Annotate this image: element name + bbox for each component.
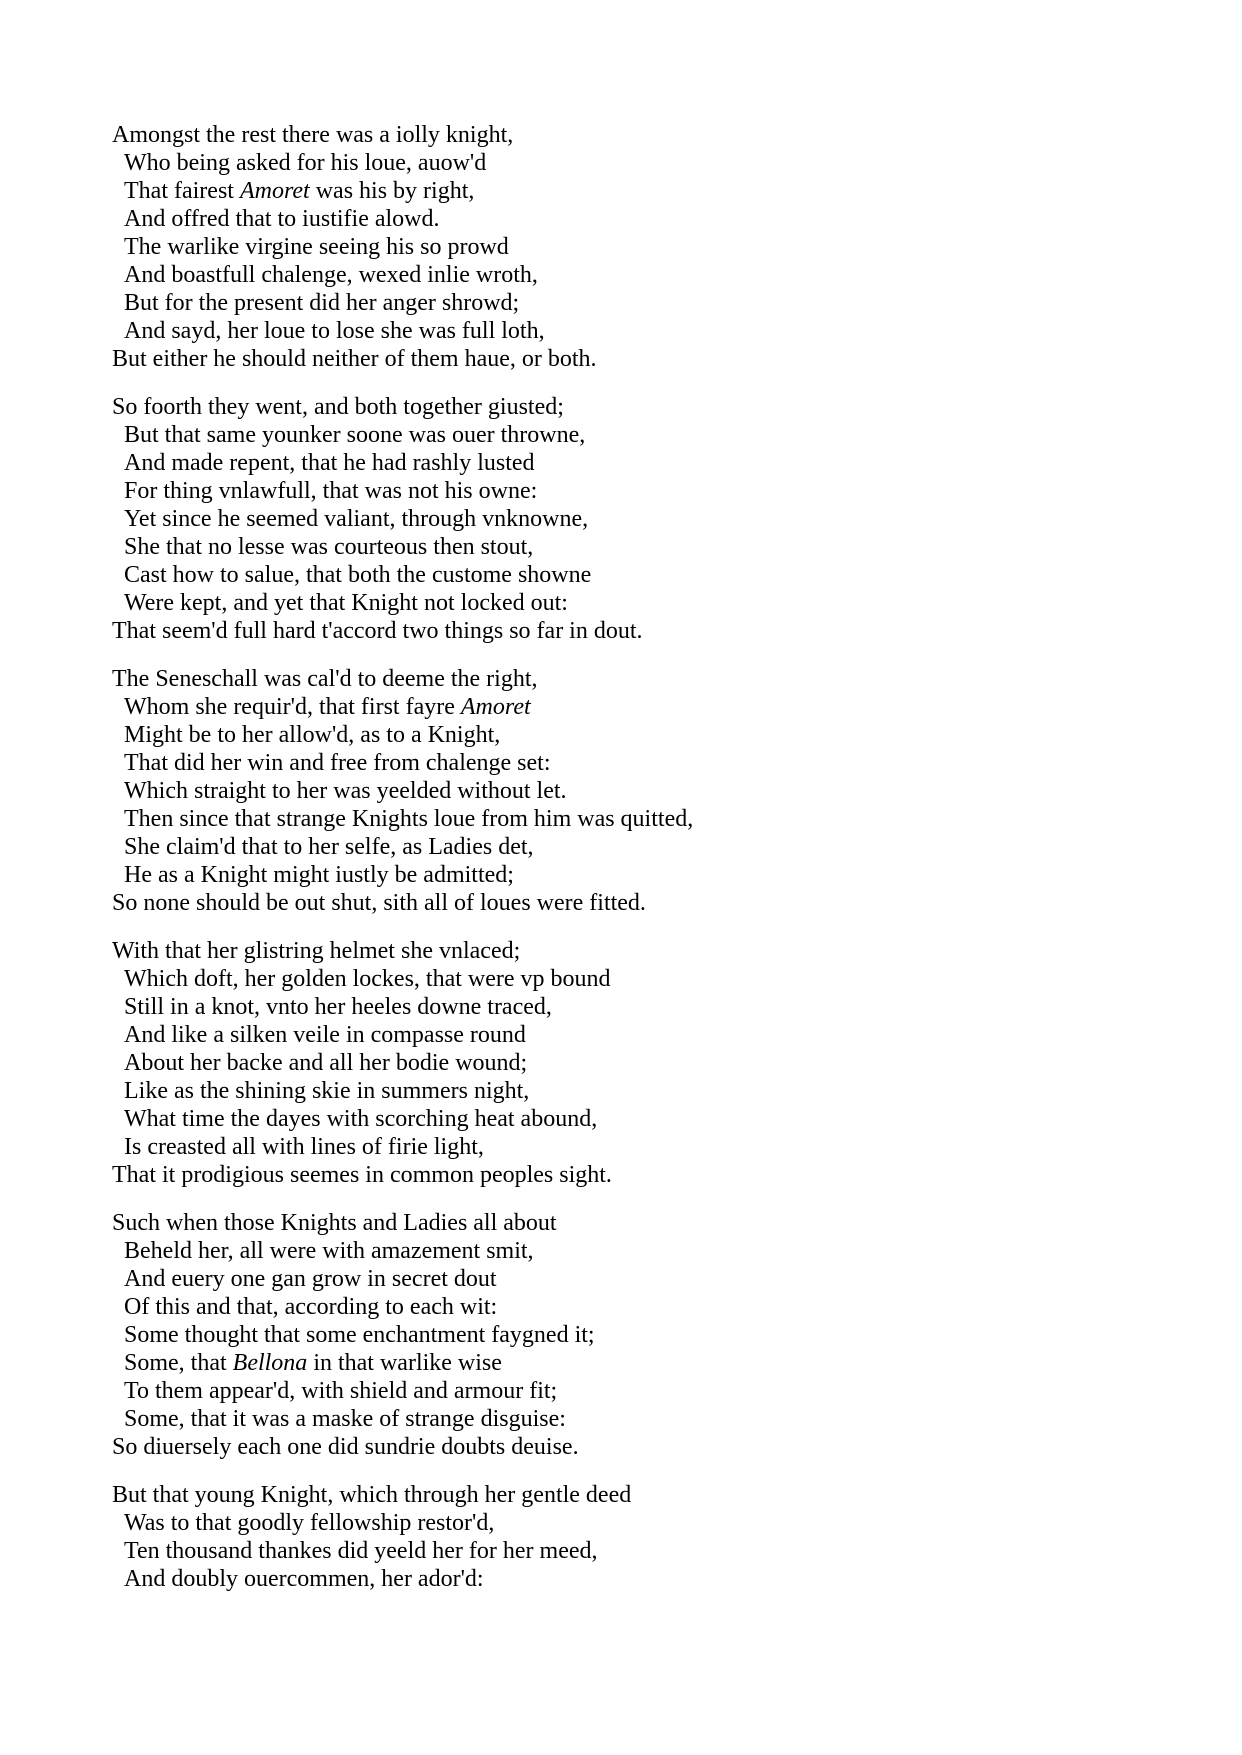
stanza: [112, 1209, 1162, 1461]
verse-text: Whom she requir'd, that first fayre: [124, 694, 461, 720]
verse-line: Then since that strange Knights loue from him was quitted,: [124, 806, 694, 832]
verse-line: About her backe and all her bodie wound;: [124, 1050, 528, 1076]
verse-line: And euery one gan grow in secret dout: [124, 1266, 497, 1292]
verse-line: So foorth they went, and both together giusted;: [112, 394, 564, 420]
verse-line: And sayd, her loue to lose she was full loth,: [124, 318, 545, 344]
verse-line: Some, that it was a maske of strange disguise:: [124, 1406, 566, 1432]
verse-line: That did her win and free from chalenge set:: [124, 750, 551, 776]
verse-line: Amongst the rest there was a iolly knight,: [112, 122, 514, 148]
verse-line: [112, 1349, 1162, 1377]
verse-line: What time the dayes with scorching heat abound,: [124, 1106, 598, 1132]
verse-text: in that warlike wise: [307, 1350, 502, 1376]
verse-line: Of this and that, according to each wit:: [124, 1294, 498, 1320]
stanza: [112, 393, 1162, 645]
verse-italic-name: Amoret: [239, 178, 310, 204]
verse-line: Some thought that some enchantment faygned it;: [124, 1322, 595, 1348]
verse-line: And offred that to iustifie alowd.: [124, 206, 440, 232]
verse-text: was his by right,: [309, 178, 475, 204]
verse-line: Such when those Knights and Ladies all about: [112, 1210, 557, 1236]
verse-line: And like a silken veile in compasse round: [124, 1022, 526, 1048]
verse-line: And doubly ouercommen, her ador'd:: [124, 1566, 484, 1592]
verse-line: Which straight to her was yeelded without let.: [124, 778, 567, 804]
verse-line: And made repent, that he had rashly lusted: [124, 450, 535, 476]
verse-line: He as a Knight might iustly be admitted;: [124, 862, 514, 888]
verse-line: Who being asked for his loue, auow'd: [124, 150, 487, 176]
verse-line: Beheld her, all were with amazement smit,: [124, 1238, 534, 1264]
verse-line: Yet since he seemed valiant, through vnknowne,: [124, 506, 589, 532]
verse-line: She that no lesse was courteous then stout,: [124, 534, 534, 560]
verse-line: Was to that goodly fellowship restor'd,: [124, 1510, 495, 1536]
verse-line: Were kept, and yet that Knight not locked out:: [124, 590, 568, 616]
verse-line: But either he should neither of them haue, or both.: [112, 346, 597, 372]
stanza: [112, 121, 1162, 373]
verse-line: Like as the shining skie in summers night,: [124, 1078, 530, 1104]
verse-line: But that young Knight, which through her gentle deed: [112, 1482, 632, 1508]
verse-line: The Seneschall was cal'd to deeme the right,: [112, 666, 538, 692]
verse-italic-name: Bellona: [232, 1350, 308, 1376]
verse-line: So none should be out shut, sith all of loues were fitted.: [112, 890, 646, 916]
verse-line: That it prodigious seemes in common peoples sight.: [112, 1162, 612, 1188]
stanza: [112, 1481, 1162, 1593]
verse-italic-name: Amoret: [460, 694, 531, 720]
verse-line: But for the present did her anger shrowd;: [124, 290, 520, 316]
poem-body: [112, 121, 1162, 1613]
stanza: [112, 937, 1162, 1189]
verse-line: Might be to her allow'd, as to a Knight,: [124, 722, 501, 748]
verse-line: The warlike virgine seeing his so prowd: [124, 234, 509, 260]
verse-line: With that her glistring helmet she vnlaced;: [112, 938, 521, 964]
verse-text: Some, that: [124, 1350, 233, 1376]
verse-line: [112, 693, 1162, 721]
verse-line: To them appear'd, with shield and armour fit;: [124, 1378, 558, 1404]
verse-line: She claim'd that to her selfe, as Ladies det,: [124, 834, 534, 860]
verse-line: Still in a knot, vnto her heeles downe traced,: [124, 994, 552, 1020]
verse-line: Is creasted all with lines of firie light,: [124, 1134, 484, 1160]
verse-line: Cast how to salue, that both the custome showne: [124, 562, 592, 588]
stanza: [112, 665, 1162, 917]
verse-line: So diuersely each one did sundrie doubts deuise.: [112, 1434, 579, 1460]
verse-line: And boastfull chalenge, wexed inlie wroth,: [124, 262, 538, 288]
verse-line: Ten thousand thankes did yeeld her for her meed,: [124, 1538, 598, 1564]
verse-line: That seem'd full hard t'accord two things so far in dout.: [112, 618, 643, 644]
verse-line: But that same younker soone was ouer throwne,: [124, 422, 586, 448]
verse-text: That fairest: [124, 178, 240, 204]
verse-line: [112, 177, 1162, 205]
verse-line: For thing vnlawfull, that was not his owne:: [124, 478, 538, 504]
verse-line: Which doft, her golden lockes, that were vp bound: [124, 966, 611, 992]
